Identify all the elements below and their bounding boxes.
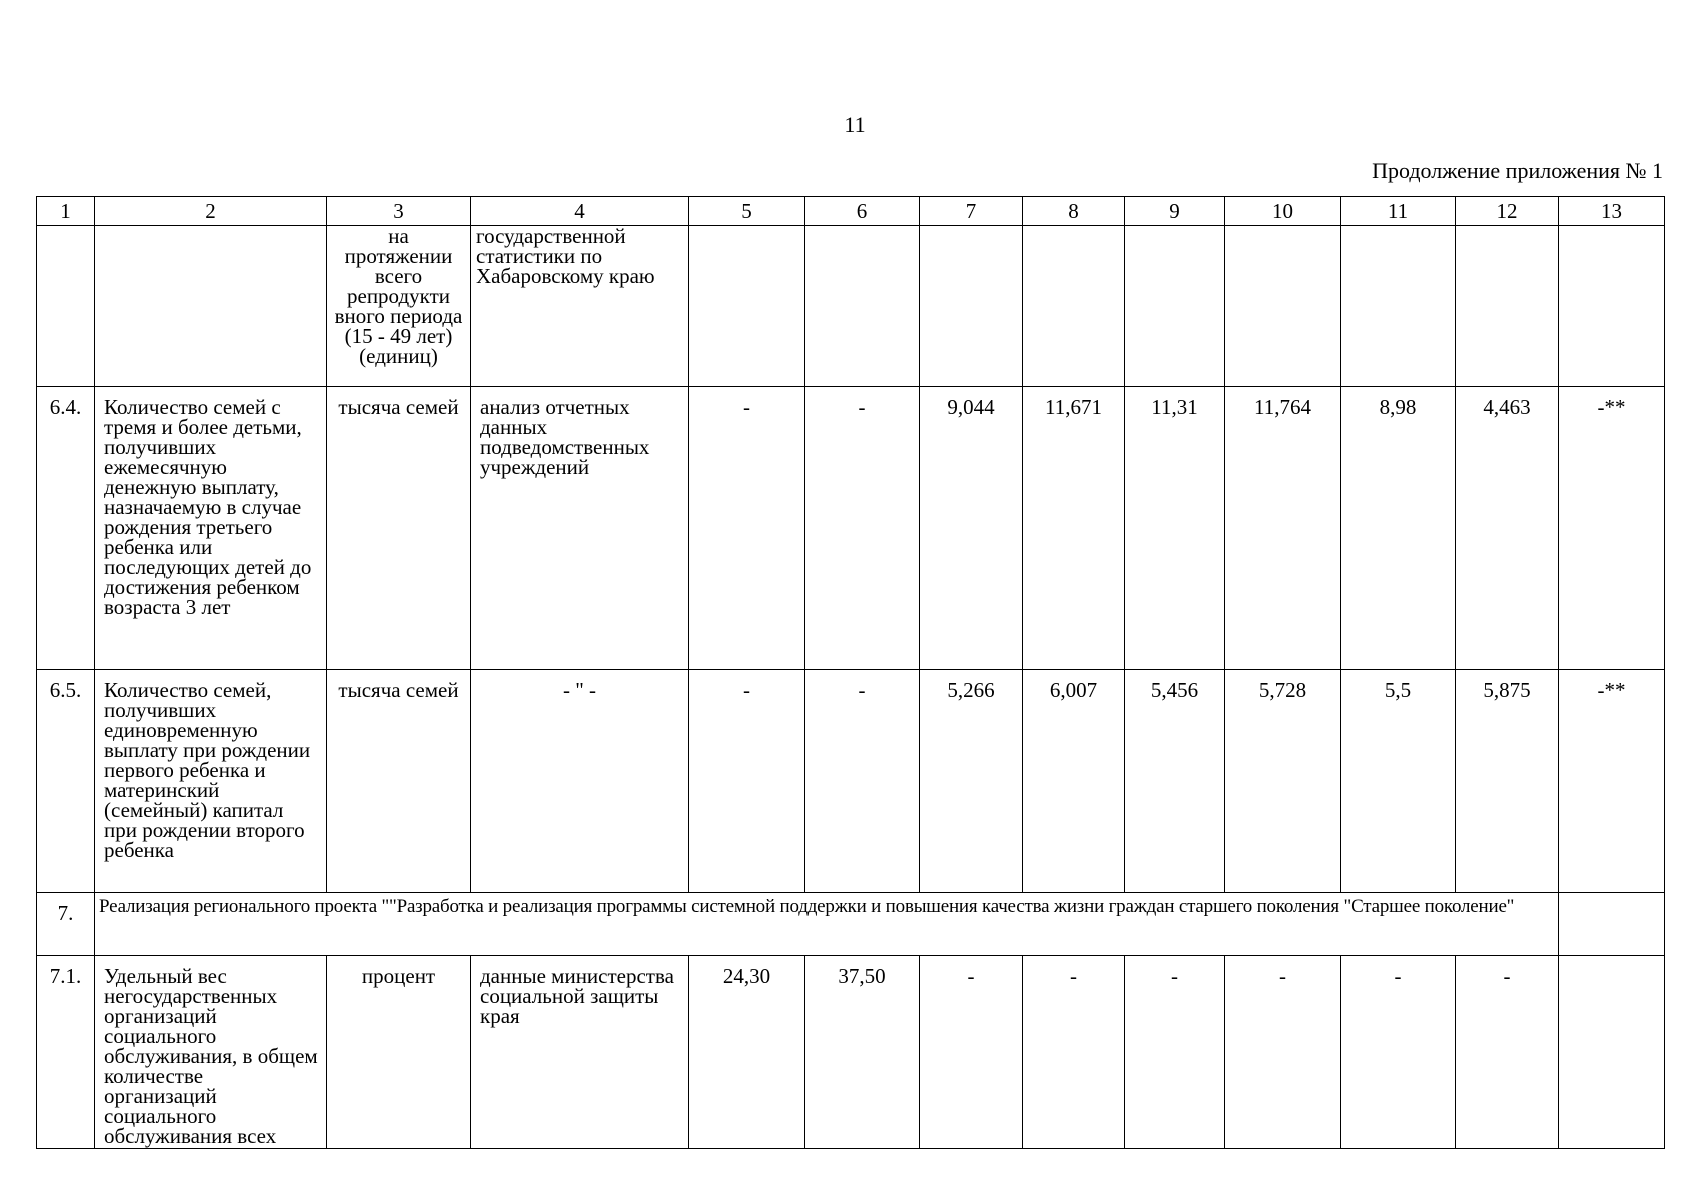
value-cell — [1559, 226, 1665, 387]
value-cell: 5,728 — [1225, 670, 1341, 893]
indicators-table — [36, 196, 1665, 1149]
header-cell: 10 — [1225, 197, 1341, 226]
empty-cell — [1559, 893, 1665, 956]
section-row — [37, 893, 1665, 956]
value-cell: 37,50 — [805, 956, 920, 1149]
table-row — [37, 226, 1665, 387]
value-cell: - — [1456, 956, 1559, 1149]
value-cell: - — [689, 670, 805, 893]
header-cell: 8 — [1023, 197, 1125, 226]
header-cell: 7 — [920, 197, 1023, 226]
table-header-row — [37, 197, 1665, 226]
header-cell: 5 — [689, 197, 805, 226]
row-number-cell: 6.4. — [37, 387, 95, 670]
value-cell — [1125, 226, 1225, 387]
unit-cell: тысяча семей — [327, 670, 471, 893]
value-cell — [1225, 226, 1341, 387]
value-cell: -** — [1559, 670, 1665, 893]
value-cell — [805, 226, 920, 387]
value-cell: 6,007 — [1023, 670, 1125, 893]
header-cell: 3 — [327, 197, 471, 226]
header-cell: 4 — [471, 197, 689, 226]
value-cell — [1456, 226, 1559, 387]
value-cell: 11,671 — [1023, 387, 1125, 670]
indicator-name-cell: Количество семей, получивших единовременную выплату при рождении первого ребенка и материнский (семейный) капитал при рождении второго ребенка — [95, 670, 327, 893]
row-number-cell: 6.5. — [37, 670, 95, 893]
value-cell: 5,5 — [1341, 670, 1456, 893]
header-cell: 2 — [95, 197, 327, 226]
value-cell — [689, 226, 805, 387]
section-title-cell: Реализация регионального проекта ""Разработка и реализация программы системной поддержки и повышения качества жизни граждан старшего поколения "Старшее поколение" — [95, 893, 1559, 956]
value-cell: 5,875 — [1456, 670, 1559, 893]
row-number-cell: 7.1. — [37, 956, 95, 1149]
indicator-name-cell: Количество семей с тремя и более детьми, получивших ежемесячную денежную выплату, назначаемую в случае рождения третьего ребенка или последующих детей до достижения ребенком возраста 3 лет — [95, 387, 327, 670]
value-cell: - — [689, 387, 805, 670]
value-cell: 24,30 — [689, 956, 805, 1149]
header-cell: 11 — [1341, 197, 1456, 226]
unit-cell: на протяжении всего репродукти вного периода (15 - 49 лет) (единиц) — [327, 226, 471, 387]
header-cell: 1 — [37, 197, 95, 226]
value-cell — [1341, 226, 1456, 387]
value-cell: - — [805, 670, 920, 893]
value-cell: 9,044 — [920, 387, 1023, 670]
source-cell: анализ отчетных данных подведомственных учреждений — [471, 387, 689, 670]
header-cell: 9 — [1125, 197, 1225, 226]
value-cell — [920, 226, 1023, 387]
table-row — [37, 956, 1665, 1149]
unit-cell: процент — [327, 956, 471, 1149]
value-cell: 8,98 — [1341, 387, 1456, 670]
value-cell: - — [1341, 956, 1456, 1149]
value-cell: 11,764 — [1225, 387, 1341, 670]
appendix-continuation-label: Продолжение приложения № 1 — [1372, 158, 1663, 183]
value-cell: 4,463 — [1456, 387, 1559, 670]
source-cell: - " - — [471, 670, 689, 893]
unit-cell: тысяча семей — [327, 387, 471, 670]
row-number-cell — [37, 226, 95, 387]
value-cell: - — [920, 956, 1023, 1149]
indicator-name-cell: Удельный вес негосударственных организаций социального обслуживания, в общем количестве организаций социального обслуживания всех — [95, 956, 327, 1149]
value-cell: - — [805, 387, 920, 670]
value-cell: - — [1125, 956, 1225, 1149]
source-cell: государственной статистики по Хабаровскому краю — [471, 226, 689, 387]
table-row — [37, 387, 1665, 670]
value-cell — [1023, 226, 1125, 387]
value-cell: 11,31 — [1125, 387, 1225, 670]
page-number: 11 — [844, 112, 866, 137]
value-cell: - — [1225, 956, 1341, 1149]
header-cell: 6 — [805, 197, 920, 226]
header-cell: 12 — [1456, 197, 1559, 226]
value-cell: -** — [1559, 387, 1665, 670]
row-number-cell: 7. — [37, 893, 95, 956]
value-cell: - — [1023, 956, 1125, 1149]
indicator-name-cell — [95, 226, 327, 387]
table-row — [37, 670, 1665, 893]
source-cell: данные министерства социальной защиты края — [471, 956, 689, 1149]
header-cell: 13 — [1559, 197, 1665, 226]
value-cell — [1559, 956, 1665, 1149]
value-cell: 5,266 — [920, 670, 1023, 893]
value-cell: 5,456 — [1125, 670, 1225, 893]
